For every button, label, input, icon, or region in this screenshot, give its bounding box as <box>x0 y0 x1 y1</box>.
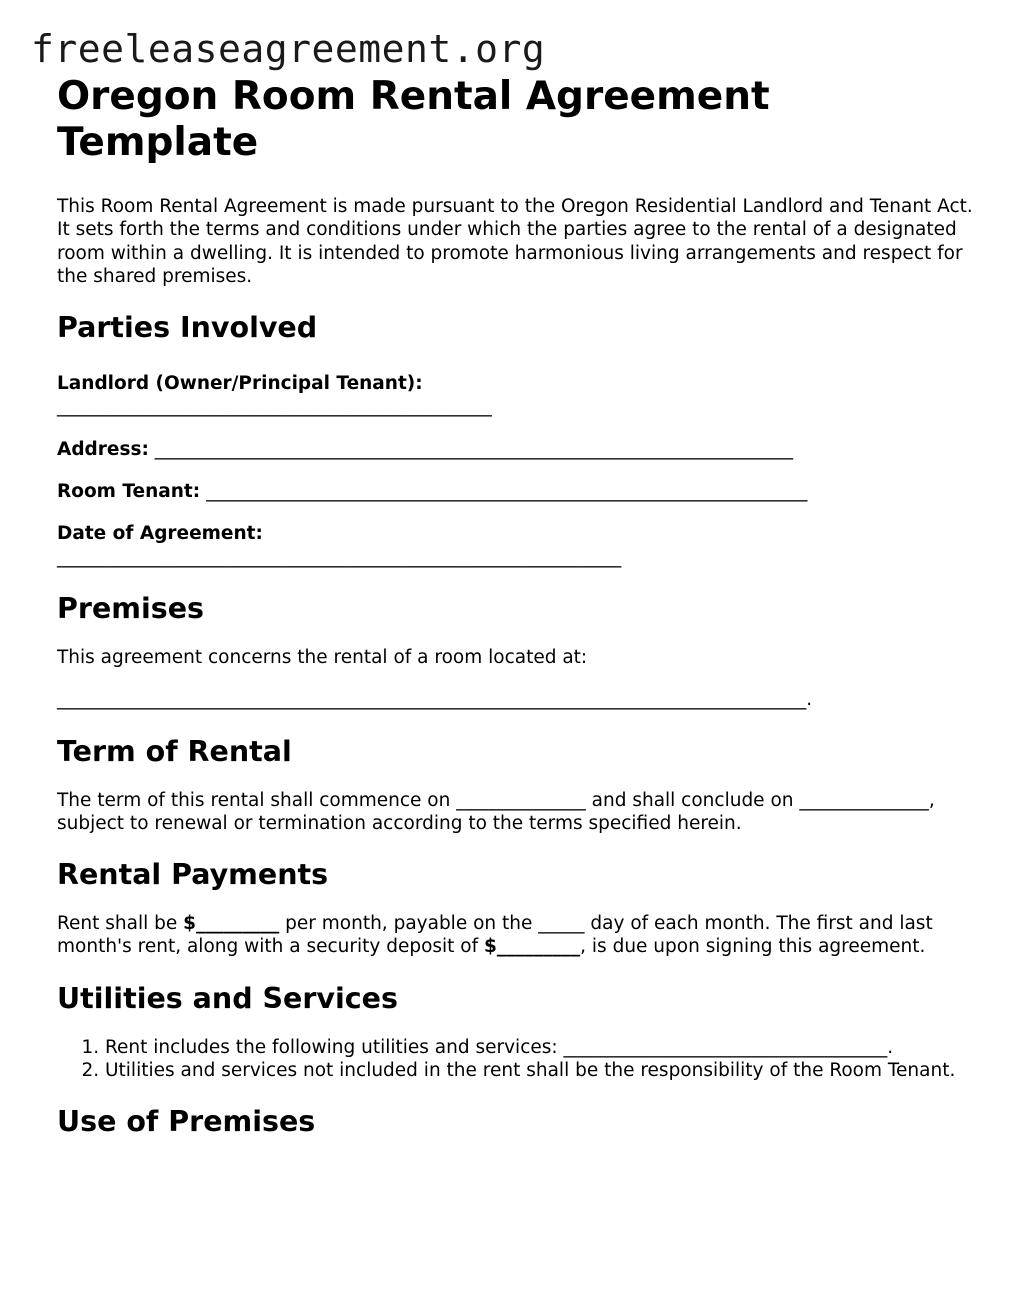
utilities-included-blank[interactable]: ___________________________________. <box>563 1036 894 1058</box>
payments-text-2: per month, payable on the <box>285 913 533 935</box>
rent-amount-blank[interactable]: $_________ <box>183 913 280 935</box>
payments-text-3: day of each month. The first and last month's rent, along with a security deposit of <box>57 913 933 958</box>
landlord-blank[interactable]: _______________________________________________ <box>57 396 492 418</box>
payments-paragraph <box>57 912 977 959</box>
term-end-blank[interactable]: ______________ <box>799 789 929 811</box>
term-heading: Term of Rental <box>57 734 292 768</box>
premises-heading: Premises <box>57 591 204 625</box>
term-text-3: , subject to renewal or termination according to the terms specified herein. <box>57 789 935 834</box>
page-title: Oregon Room Rental Agreement Template <box>57 74 770 165</box>
utilities-item-2: 2. Utilities and services not included in the rent shall be the responsibility of the Room Tenant. <box>105 1059 977 1082</box>
parties-heading: Parties Involved <box>57 311 318 345</box>
tenant-label: Room Tenant: <box>57 481 201 503</box>
premises-blank[interactable]: _________________________________________________________________________________. <box>57 689 813 711</box>
payments-heading: Rental Payments <box>57 858 329 892</box>
term-text-2: and shall conclude on <box>591 789 794 811</box>
utilities-item-1 <box>105 1036 977 1059</box>
tenant-blank[interactable]: _________________________________________________________________ <box>206 481 808 503</box>
use-heading: Use of Premises <box>57 1105 316 1139</box>
date-field <box>57 522 622 569</box>
utilities-list <box>57 1036 977 1083</box>
utilities-item-1-text: Rent includes the following utilities and services: <box>105 1036 558 1058</box>
address-field <box>57 438 977 461</box>
payments-text-4: , is due upon signing this agreement. <box>580 936 926 958</box>
premises-text: This agreement concerns the rental of a room located at: <box>57 646 588 668</box>
landlord-field <box>57 372 617 419</box>
payments-text-1: Rent shall be <box>57 913 178 935</box>
landlord-label: Landlord (Owner/Principal Tenant): <box>57 373 423 395</box>
document-body <box>57 74 977 1139</box>
tenant-field <box>57 480 977 503</box>
date-blank[interactable]: _____________________________________________________________ <box>57 546 622 568</box>
watermark: freeleaseagreement.org <box>31 27 546 71</box>
deposit-amount-blank[interactable]: $_________ <box>484 936 581 958</box>
address-label: Address: <box>57 438 149 460</box>
address-blank[interactable]: _____________________________________________________________________ <box>154 438 794 460</box>
term-paragraph <box>57 789 957 836</box>
date-label: Date of Agreement: <box>57 523 263 545</box>
term-text-1: The term of this rental shall commence on <box>57 789 451 811</box>
utilities-heading: Utilities and Services <box>57 981 398 1015</box>
payment-day-blank[interactable]: _____ <box>538 913 585 935</box>
term-start-blank[interactable]: ______________ <box>456 789 586 811</box>
intro-paragraph: This Room Rental Agreement is made pursuant to the Oregon Residential Landlord and Tenant Act. It sets forth the terms and conditions under which the parties agree to the rental of a designated room within a dwelling. It is intended to promote harmonious living arrangements and respect for the shared premises. <box>57 196 973 287</box>
